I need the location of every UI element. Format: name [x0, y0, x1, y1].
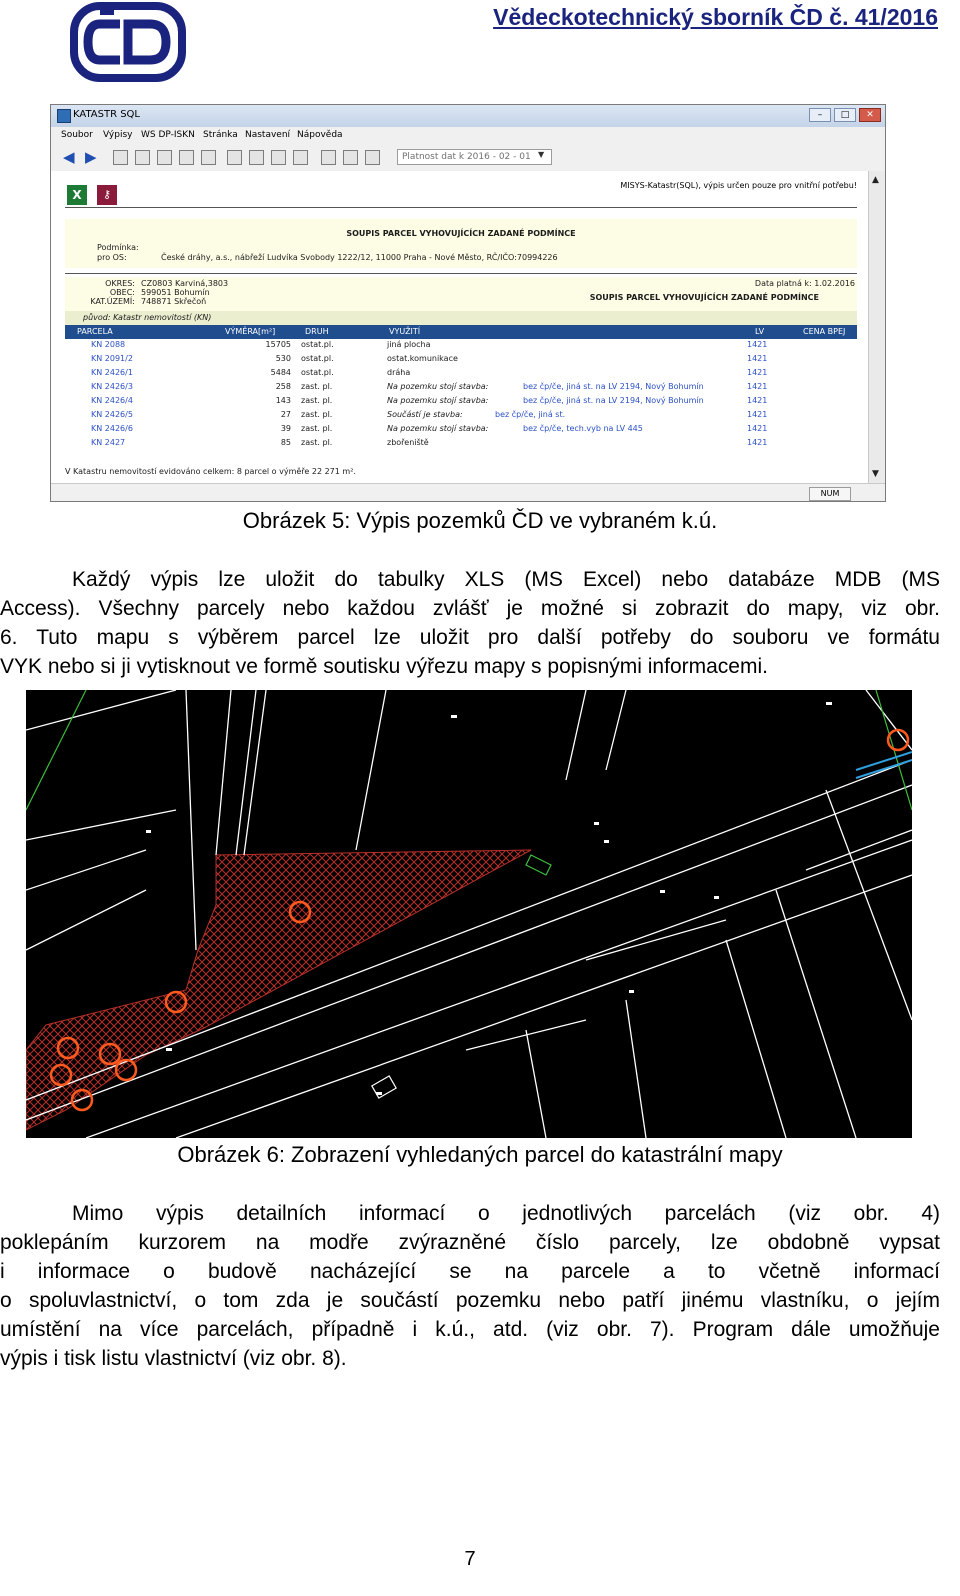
parcel-link[interactable]: KN 2088 — [91, 340, 126, 349]
type-value: zast. pl. — [301, 410, 333, 419]
col-lv: LV — [755, 327, 765, 336]
type-value: ostat.pl. — [301, 354, 334, 363]
forward-arrow-icon[interactable]: ▶ — [85, 148, 97, 166]
tools-icon[interactable] — [343, 150, 358, 165]
window-title: KATASTR SQL — [73, 109, 140, 120]
menu-napoveda[interactable]: Nápověda — [297, 130, 343, 140]
parcel-link[interactable]: KN 2426/3 — [91, 382, 133, 391]
statusbar — [51, 483, 885, 502]
type-value: zast. pl. — [301, 382, 333, 391]
figure6-caption: Obrázek 6: Zobrazení vyhledaných parcel do katastrální mapy — [177, 1142, 783, 1167]
text-line: i informace o budově nacházející se na parcele a to včetně informací — [0, 1260, 940, 1283]
doc-list-icon[interactable] — [227, 150, 242, 165]
window-titlebar — [51, 105, 885, 128]
area-value: 258 — [275, 382, 291, 391]
use-value: Na pozemku stojí stavba: — [387, 424, 489, 433]
date-select[interactable]: Platnost dat k 2016 - 02 - 01 — [397, 149, 552, 165]
lv-link[interactable]: 1421 — [747, 382, 768, 391]
sum-icon[interactable] — [271, 150, 286, 165]
use-value: Součástí je stavba: — [387, 410, 463, 419]
type-value: zast. pl. — [301, 438, 333, 447]
use-value: zbořeniště — [387, 438, 429, 447]
text-line: Mimo výpis detailních informací o jednotlivých parcelách (viz obr. 4) — [72, 1202, 940, 1225]
building-link[interactable]: bez čp/če, tech.vyb na LV 445 — [523, 424, 643, 433]
type-value: ostat.pl. — [301, 368, 334, 377]
text-line: o spoluvlastnictví, o tom zda je součástí pozemku nebo patří jinému vlastníku, o jejím — [0, 1289, 940, 1312]
col-parcela: PARCELA — [77, 327, 113, 336]
doc-table-icon[interactable] — [249, 150, 264, 165]
parcel-link[interactable]: KN 2426/5 — [91, 410, 133, 419]
menu-vypisy[interactable]: Výpisy — [103, 130, 133, 140]
lv-link[interactable]: 1421 — [747, 438, 768, 447]
print-icon[interactable] — [365, 150, 380, 165]
parcel-link[interactable]: KN 2426/6 — [91, 424, 133, 433]
text-line: 6. Tuto mapu s výběrem parcel lze uložit pro další potřeby do souboru ve formátu — [0, 626, 940, 649]
binoculars-icon[interactable] — [321, 150, 336, 165]
app-icon — [57, 109, 71, 123]
paragraph-2 — [0, 1199, 940, 1373]
parcel-link[interactable]: KN 2427 — [91, 438, 126, 447]
close-button[interactable]: ✕ — [859, 108, 881, 122]
excel-export-icon[interactable]: X — [67, 185, 87, 205]
page-number: 7 — [464, 1548, 476, 1570]
page-list-icon[interactable] — [157, 150, 172, 165]
building-link[interactable]: bez čp/če, jiná st. na LV 2194, Nový Bohumín — [523, 382, 704, 391]
cd-logo — [70, 2, 186, 82]
text-line: Access). Všechny parcely nebo každou zvlášť je možné si zobrazit do mapy, viz obr. — [0, 597, 940, 620]
text-line: Každý výpis lze uložit do tabulky XLS (MS Excel) nebo databáze MDB (MS — [72, 568, 940, 591]
use-value: jiná plocha — [387, 340, 431, 349]
page-red-icon[interactable] — [135, 150, 150, 165]
source-text: původ: Katastr nemovitostí (KN) — [83, 313, 212, 322]
paragraph-1 — [0, 565, 940, 681]
menu-soubor[interactable]: Soubor — [61, 130, 93, 140]
area-value: 39 — [280, 424, 291, 433]
col-vyuziti: VYUŽITÍ — [389, 327, 421, 336]
parcel-link[interactable]: KN 2426/1 — [91, 368, 133, 377]
ku-value: 748871 Skřečoň — [141, 297, 207, 306]
menu-stranka[interactable]: Stránka — [203, 130, 238, 140]
building-link[interactable]: bez čp/če, jiná st. na LV 2194, Nový Bohumín — [523, 396, 704, 405]
key-icon[interactable]: ⚷ — [97, 185, 117, 205]
text-line: VYK nebo si ji vytisknout ve formě soutisku výřezu mapy s popisnými informacemi. — [0, 655, 768, 678]
data-valid-date: Data platná k: 1.02.2016 — [754, 279, 855, 288]
katastr-window-screenshot — [50, 104, 886, 502]
okres-label: OKRES: — [105, 279, 135, 288]
internal-use-note: MISYS-Katastr(SQL), výpis určen pouze pro vnitřní potřebu! — [620, 181, 857, 190]
toolbar — [51, 145, 885, 172]
text-line: umístění na více parcelách, případně i k.ú., atd. (viz obr. 7). Program dále umožňuje — [0, 1318, 940, 1341]
text-line: poklepáním kurzorem na modře zvýrazněné číslo parcely, lze obdobně vypsat — [0, 1231, 940, 1254]
figure5-caption: Obrázek 5: Výpis pozemků ČD ve vybraném k.ú. — [242, 508, 718, 533]
cadastral-map — [26, 690, 912, 1138]
scroll-down-icon[interactable]: ▼ — [872, 469, 879, 479]
col-cena-bpej: CENA BPEJ — [803, 327, 846, 336]
menu-ws-dp-iskn[interactable]: WS DP-ISKN — [141, 130, 195, 140]
source-row — [65, 311, 857, 325]
okres-value: CZ0803 Karviná,3803 — [141, 279, 229, 288]
lv-link[interactable]: 1421 — [747, 396, 768, 405]
page-red-2-icon[interactable] — [179, 150, 194, 165]
lv-link[interactable]: 1421 — [747, 354, 768, 363]
parcel-link[interactable]: KN 2426/4 — [91, 396, 133, 405]
lv-link[interactable]: 1421 — [747, 340, 768, 349]
summary-text: V Katastru nemovitostí evidováno celkem: 8 parcel o výměře 22 271 m². — [65, 467, 356, 476]
cadastral-area-info — [65, 277, 857, 311]
area-value: 27 — [280, 410, 291, 419]
menubar — [51, 127, 885, 146]
parcel-link[interactable]: KN 2091/2 — [91, 354, 133, 363]
list-title: SOUPIS PARCEL VYHOVUJÍCÍCH ZADANÉ PODMÍNCE — [589, 293, 819, 302]
obec-value: 599051 Bohumín — [141, 288, 210, 297]
building-link[interactable]: bez čp/če, jiná st. — [495, 410, 566, 419]
area-value: 143 — [275, 396, 291, 405]
conditions-label: Podmínka: — [97, 243, 139, 252]
separator — [65, 207, 857, 208]
minimize-button[interactable]: – — [809, 108, 831, 122]
type-value: zast. pl. — [301, 424, 333, 433]
text-line: výpis i tisk listu vlastnictví (viz obr. 8). — [0, 1347, 347, 1370]
conditions-title: SOUPIS PARCEL VYHOVUJÍCÍCH ZADANÉ PODMÍNCE — [346, 229, 576, 238]
area-value: 530 — [275, 354, 291, 363]
use-value: ostat.komunikace — [387, 354, 458, 363]
col-vymera: VÝMĚRA[m²] — [225, 327, 276, 336]
type-value: zast. pl. — [301, 396, 333, 405]
separator — [65, 273, 857, 274]
scroll-up-icon[interactable]: ▲ — [872, 175, 879, 185]
ku-label: KAT.ÚZEMÍ: — [90, 297, 135, 306]
area-value: 85 — [280, 438, 291, 447]
num-lock-indicator: NUM — [809, 487, 851, 501]
use-value: Na pozemku stojí stavba: — [387, 396, 489, 405]
maximize-button[interactable]: □ — [834, 108, 856, 122]
table-header — [65, 325, 857, 339]
obec-label: OBEC: — [109, 288, 135, 297]
vertical-scrollbar[interactable] — [868, 171, 886, 483]
area-value: 5484 — [270, 368, 291, 377]
col-druh: DRUH — [305, 327, 329, 336]
owner-value: České dráhy, a.s., nábřeží Ludvíka Svobody 1222/12, 11000 Praha - Nové Město, RČ/IČO:70994226 — [161, 253, 558, 262]
type-value: ostat.pl. — [301, 340, 334, 349]
back-arrow-icon[interactable]: ◀ — [63, 148, 75, 166]
lv-link[interactable]: 1421 — [747, 410, 768, 419]
owner-label: pro OS: — [97, 253, 127, 262]
area-value: 15705 — [265, 340, 291, 349]
page-icon[interactable] — [113, 150, 128, 165]
lv-link[interactable]: 1421 — [747, 368, 768, 377]
use-value: dráha — [387, 368, 411, 377]
chevron-down-icon[interactable]: ▼ — [538, 150, 545, 159]
table-icon[interactable] — [293, 150, 308, 165]
conditions-box — [65, 219, 857, 268]
pencil-icon[interactable] — [201, 150, 216, 165]
lv-link[interactable]: 1421 — [747, 424, 768, 433]
use-value: Na pozemku stojí stavba: — [387, 382, 489, 391]
menu-nastaveni[interactable]: Nastavení — [245, 130, 291, 140]
journal-title: Vědeckotechnický sborník ČD č. 41/2016 — [493, 4, 938, 30]
